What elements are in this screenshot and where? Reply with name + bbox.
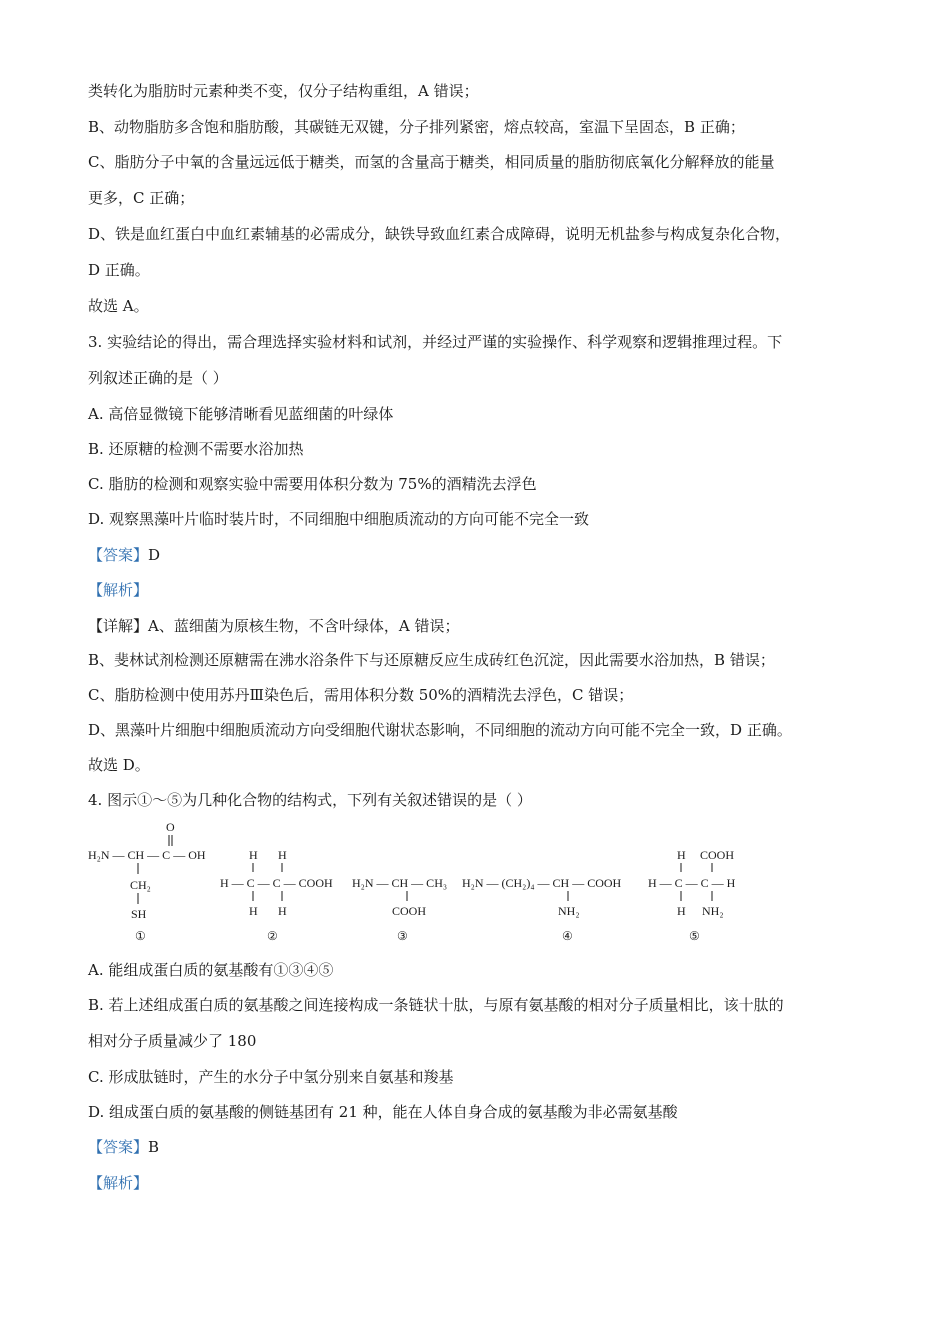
answer-label: 【答案】 — [88, 546, 149, 564]
detail-label: 【详解】 — [88, 617, 149, 635]
question-4-option-c: C. 形成肽链时，产生的水分子中氢分别来自氨基和羧基 — [88, 1068, 454, 1086]
formula-text: COOH — [392, 904, 427, 918]
compound-label: ⑤ — [689, 929, 700, 943]
question-3-option-c: C. 脂肪的检测和观察实验中需要用体积分数为 75%的酒精洗去浮色 — [88, 475, 537, 493]
formula-text: NH₂ — [558, 904, 580, 918]
formula-text: H — C — C — H — [648, 876, 736, 890]
question-4-option-b: B. 若上述组成蛋白质的氨基酸之间连接构成一条链状十肽，与原有氨基酸的相对分子质量相比，该十肽的 — [88, 996, 784, 1014]
question-3-conclusion: 故选 D。 — [88, 756, 150, 774]
question-3-detail: B、斐林试剂检测还原糖需在沸水浴条件下与还原糖反应生成砖红色沉淀，因此需要水浴加热，B 错误； — [88, 651, 775, 669]
question-3-stem: 列叙述正确的是（ ） — [88, 369, 228, 387]
formula-text: SH — [131, 907, 147, 921]
formula-text: H₂N — (CH₂)₄ — CH — COOH — [462, 876, 622, 890]
question-4-answer — [88, 1137, 159, 1157]
compound-label: ③ — [397, 929, 408, 943]
question-4-option-a: A. 能组成蛋白质的氨基酸有①③④⑤ — [88, 961, 334, 979]
formula-text: H — [278, 904, 287, 918]
question-4-analysis-label: 【解析】 — [88, 1174, 149, 1192]
formula-text: H — [249, 904, 258, 918]
question-4-stem: 4. 图示①～⑤为几种化合物的结构式，下列有关叙述错误的是（ ） — [88, 791, 532, 809]
formula-text: CH₂ — [130, 878, 151, 892]
paragraph: B、动物脂肪多含饱和脂肪酸，其碳链无双键，分子排列紧密，熔点较高，室温下呈固态，B 正确； — [88, 118, 745, 136]
compound-label: ② — [267, 929, 278, 943]
paragraph: D 正确。 — [88, 261, 150, 279]
formula-text: H₂N — CH — C — OH — [88, 848, 206, 862]
formula-text: H₂N — CH — CH₃ — [352, 876, 448, 890]
question-3-detail: C、脂肪检测中使用苏丹Ⅲ染色后，需用体积分数 50%的酒精洗去浮色，C 错误； — [88, 686, 634, 704]
question-3-detail: D、黑藻叶片细胞中细胞质流动方向受细胞代谢状态影响，不同细胞的流动方向可能不完全一致，D 正确。 — [88, 721, 792, 739]
formula-text: H — [677, 904, 686, 918]
compound-label: ① — [135, 929, 146, 943]
formula-text: H — [677, 848, 686, 862]
question-3-analysis-label: 【解析】 — [88, 581, 149, 599]
question-3-option-d: D. 观察黑藻叶片临时装片时，不同细胞中细胞质流动的方向可能不完全一致 — [88, 510, 590, 528]
question-4-option-d: D. 组成蛋白质的氨基酸的侧链基团有 21 种，能在人体自身合成的氨基酸为非必需氨基酸 — [88, 1103, 678, 1121]
paragraph: 更多，C 正确； — [88, 189, 195, 207]
question-3-option-a: A. 高倍显微镜下能够清晰看见蓝细菌的叶绿体 — [88, 405, 394, 423]
question-3-detail: 【详解】A、蓝细菌为原核生物，不含叶绿体，A 错误； — [88, 617, 460, 635]
formula-text: NH₂ — [702, 904, 724, 918]
structural-formulas-figure — [86, 818, 766, 950]
formula-text: O — [166, 820, 175, 834]
answer-value: D — [148, 546, 161, 564]
paragraph: 类转化为脂肪时元素种类不变，仅分子结构重组，A 错误； — [88, 82, 479, 100]
answer-value: B — [148, 1138, 160, 1156]
formula-text: H — [249, 848, 258, 862]
formula-text: COOH — [700, 848, 735, 862]
paragraph: C、脂肪分子中氧的含量远远低于糖类，而氢的含量高于糖类，相同质量的脂肪彻底氧化分解释放的能量 — [88, 153, 775, 171]
question-3-option-b: B. 还原糖的检测不需要水浴加热 — [88, 440, 304, 458]
formula-text: H — [278, 848, 287, 862]
compound-label: ④ — [562, 929, 573, 943]
paragraph: 故选 A。 — [88, 297, 149, 315]
formula-text: H — C — C — COOH — [220, 876, 333, 890]
answer-label: 【答案】 — [88, 1138, 149, 1156]
question-4-option-b: 相对分子质量减少了 180 — [88, 1032, 257, 1050]
question-3-stem: 3. 实验结论的得出，需合理选择实验材料和试剂，并经过严谨的实验操作、科学观察和逻辑推理过程。下 — [88, 333, 783, 351]
paragraph: D、铁是血红蛋白中血红素辅基的必需成分，缺铁导致血红素合成障碍，说明无机盐参与构成复杂化合物， — [88, 225, 791, 243]
question-3-answer — [88, 545, 160, 565]
